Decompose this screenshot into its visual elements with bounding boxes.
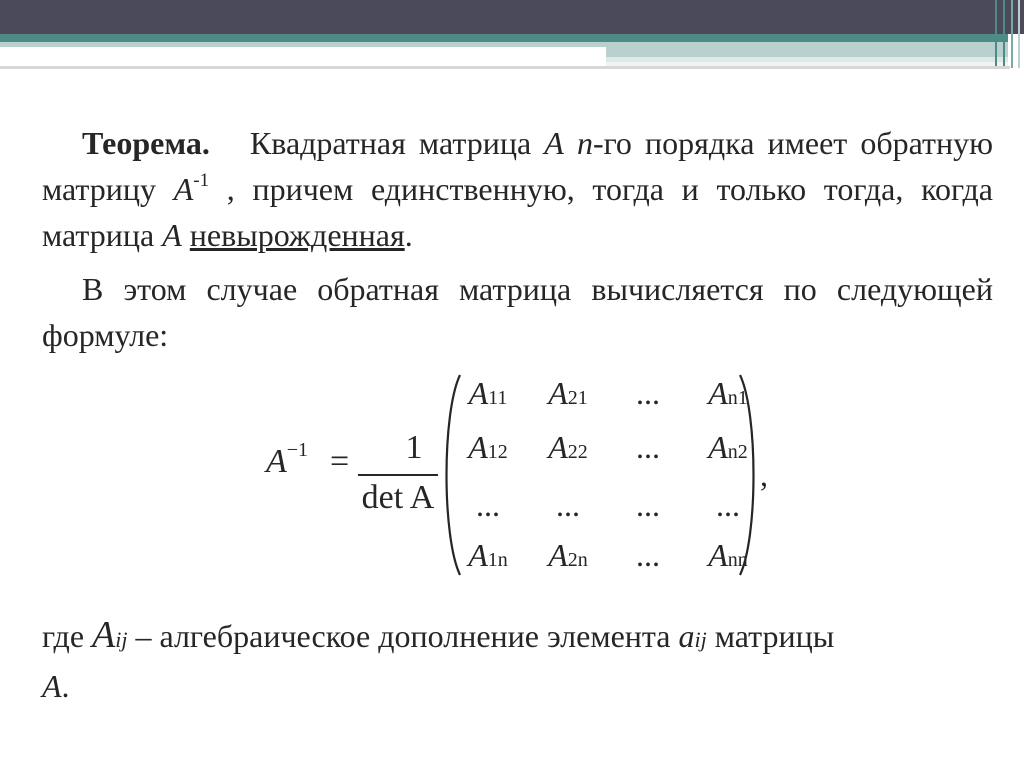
header-shadow — [0, 66, 1010, 69]
period: . — [404, 217, 413, 253]
equals-sign: = — [330, 443, 350, 480]
cofactor-index: ij — [115, 627, 128, 652]
matrix-cell: An2 — [708, 429, 748, 465]
theorem-label: Теорема. — [82, 125, 210, 161]
where-text: где — [42, 618, 85, 654]
matrix-symbol: A — [544, 125, 564, 161]
matrix-symbol: A — [42, 668, 62, 704]
where-paragraph — [42, 612, 993, 709]
element-symbol: a — [678, 618, 695, 654]
formula-intro-text: В этом случае обратная матрица вычисляется по следующей формуле: — [42, 271, 993, 353]
inverse-matrix-formula — [266, 365, 786, 585]
theorem-text: Квадратная матрица — [249, 125, 532, 161]
element-index: ij — [694, 627, 707, 652]
theorem-text: -го порядка имеет обратную матрицу — [42, 125, 994, 207]
theorem-paragraph — [42, 120, 993, 258]
matrix-cell: A2n — [548, 537, 588, 573]
where-text: матрицы — [714, 618, 835, 654]
matrix-cell: A21 — [548, 375, 588, 411]
lhs-symbol: A — [266, 443, 287, 480]
accent-band — [0, 34, 1008, 42]
lhs-exponent: −1 — [286, 439, 309, 461]
formula-intro — [42, 266, 993, 358]
matrix-cell: ... — [636, 487, 660, 523]
nondegenerate-term: невырожденная — [189, 217, 405, 253]
matrix-cell: A11 — [468, 375, 508, 411]
matrix-cell: ... — [636, 429, 660, 465]
matrix-cell: ... — [636, 375, 660, 411]
accent-band-step — [606, 47, 1008, 57]
matrix-cell: ... — [716, 487, 740, 523]
corner-stripe — [1003, 0, 1005, 68]
fraction-denominator: det A — [361, 479, 435, 516]
fraction-line — [358, 474, 438, 476]
matrix-cell: ... — [636, 537, 660, 573]
title-bar — [0, 0, 1024, 34]
corner-stripe — [1018, 0, 1020, 68]
formula-lhs — [266, 439, 309, 481]
matrix-cell: An1 — [708, 375, 748, 411]
order-symbol: n — [576, 125, 593, 161]
inverse-symbol: A — [173, 171, 194, 207]
matrix-cell: Ann — [708, 537, 748, 573]
fraction-numerator: 1 — [405, 429, 423, 466]
matrix-cell: A22 — [548, 429, 588, 465]
period: . — [61, 668, 70, 704]
formula-comma: , — [760, 457, 768, 493]
matrix-cell: ... — [556, 487, 580, 523]
where-text: – алгебраическое дополнение элемента — [135, 618, 671, 654]
matrix-cell: A12 — [468, 429, 508, 465]
theorem-text: , причем единственную, тогда и только тогда, когда матрица — [42, 171, 994, 253]
inverse-exponent: -1 — [193, 170, 210, 191]
matrix-cell: ... — [476, 487, 500, 523]
matrix-symbol: A — [162, 217, 182, 253]
cofactor-symbol: A — [92, 614, 116, 656]
corner-stripe — [995, 0, 997, 68]
matrix-cell: A1n — [468, 537, 508, 573]
corner-stripe — [1011, 0, 1013, 68]
